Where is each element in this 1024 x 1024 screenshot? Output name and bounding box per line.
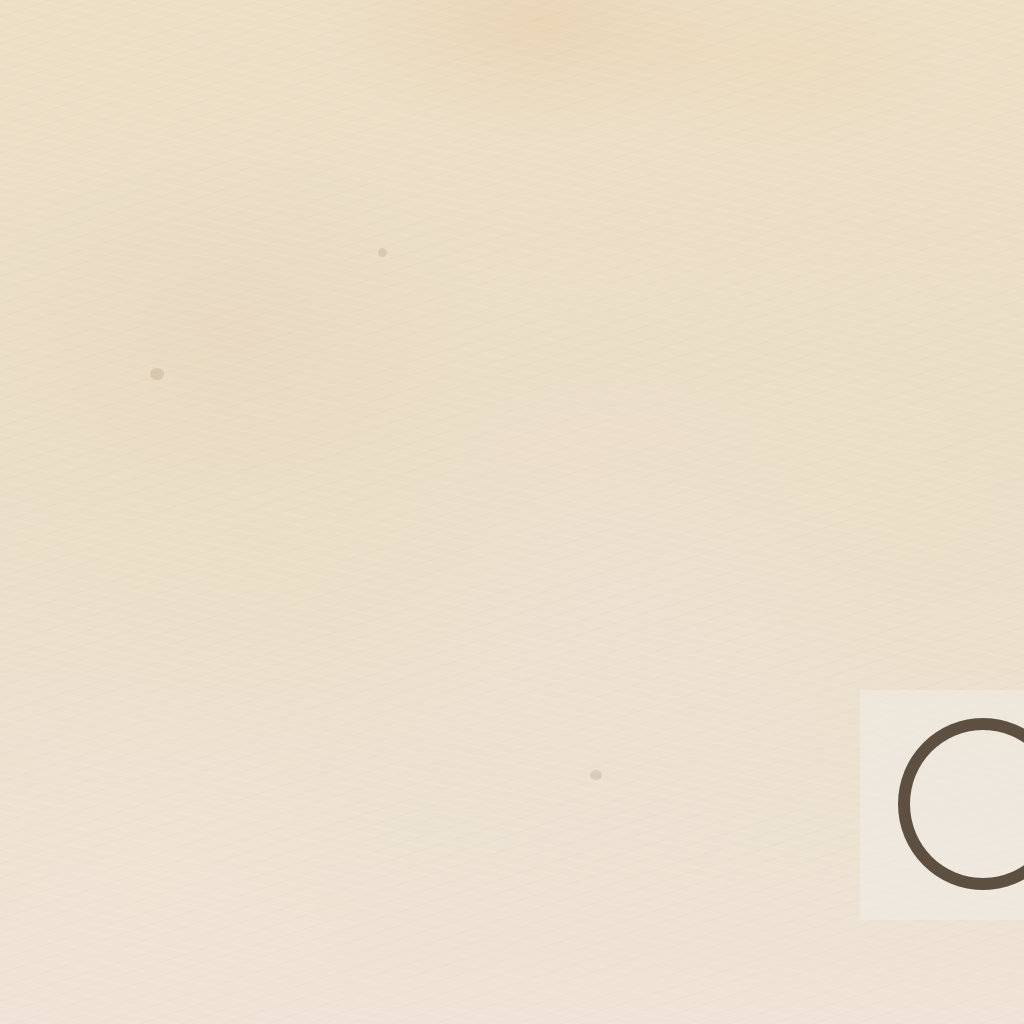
paper-speck <box>378 248 387 257</box>
paper-speck <box>150 368 164 380</box>
paper-speck <box>590 770 602 780</box>
